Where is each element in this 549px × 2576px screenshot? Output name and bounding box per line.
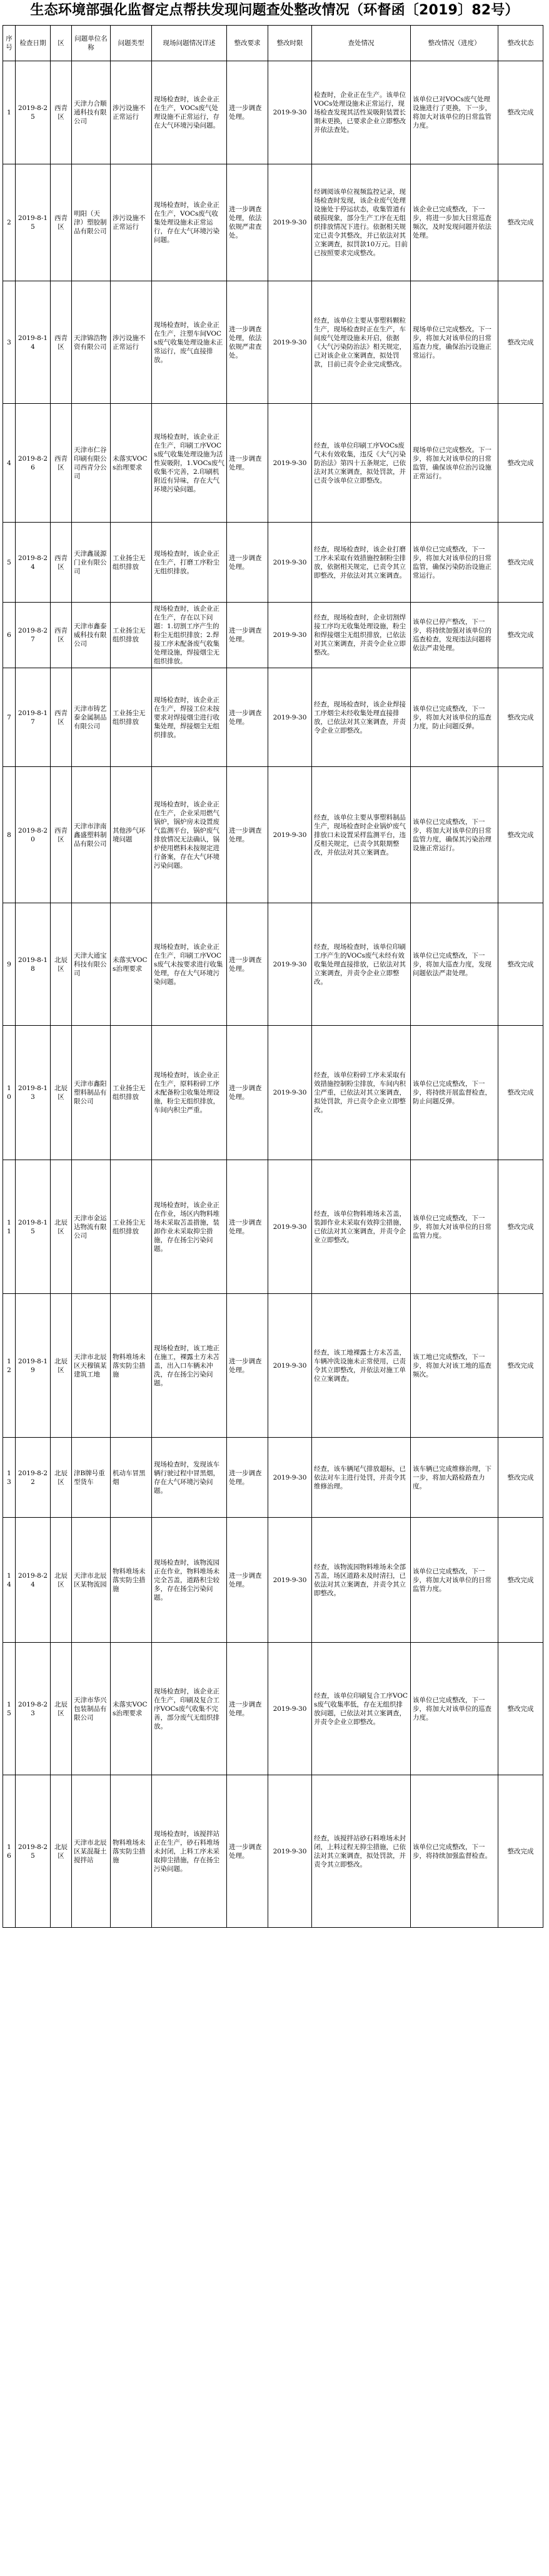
- cell-row-number: 1: [3, 61, 16, 164]
- cell-rectify-requirement: 进一步调查处理。: [227, 1775, 268, 1928]
- cell-rectify-progress: 该单位已完成整改，下一步，将加大对该单位的日常监管力度。: [411, 1518, 498, 1643]
- cell-rectify-progress: 该单位已完成整改，下一步，将加大对该单位的日常监管力度。: [411, 1160, 498, 1294]
- cell-handling-status: 经查，该单位印刷复合工序VOCs废气收集率低，存在无组织排放问题，已依法对其立案调查，并责令企业立即整改。: [312, 1643, 411, 1775]
- cell-row-number: 5: [3, 523, 16, 603]
- cell-rectify-deadline: 2019-9-30: [268, 523, 312, 603]
- cell-problem-type: 工业扬尘无组织排放: [111, 668, 152, 767]
- cell-company-name: 天津市鑫泰威科技有限公司: [72, 603, 111, 668]
- cell-problem-detail: 现场检查时，该企业正在作业，场区内物料堆场未采取苫盖措施，装卸作业未采取抑尘措施，存在扬尘污染问题。: [152, 1160, 227, 1294]
- cell-district: 西青区: [51, 523, 72, 603]
- cell-handling-status: 经查，现场检查时，该企业打磨工序未采取有效措施控制粉尘排放，依据相关规定，已责令其立即整改，并依法对其立案调查。: [312, 523, 411, 603]
- cell-company-name: 天津鑫晟源门业有限公司: [72, 523, 111, 603]
- cell-rectify-requirement: 进一步调查处理。: [227, 767, 268, 903]
- cell-company-name: 天津市北辰区天穆镇某建筑工地: [72, 1294, 111, 1438]
- cell-row-number: 9: [3, 903, 16, 1026]
- header-cell-progress: 整改情况（进度）: [411, 26, 498, 61]
- header-cell-type: 问题类型: [111, 26, 152, 61]
- table-row: [3, 164, 543, 281]
- table-row: [3, 903, 543, 1026]
- cell-rectify-status: 整改完成: [498, 61, 543, 164]
- cell-rectify-deadline: 2019-9-30: [268, 1160, 312, 1294]
- cell-check-date: 2019-8-17: [16, 668, 51, 767]
- cell-handling-status: 经查，该搅拌站砂石料堆场未封闭，上料过程无抑尘措施，已依法对其立案调查，拟处罚款，并责令其立即整改。: [312, 1775, 411, 1928]
- header-cell-detail: 现场问题情况详述: [152, 26, 227, 61]
- cell-problem-type: 机动车冒黑烟: [111, 1438, 152, 1518]
- document-title: 生态环境部强化监督定点帮扶发现问题查处整改情况（环督函〔2019〕82号）: [30, 3, 519, 18]
- cell-check-date: 2019-8-20: [16, 767, 51, 903]
- cell-company-name: 天津市铸艺泰金属制品有限公司: [72, 668, 111, 767]
- cell-rectify-requirement: 进一步调查处理。: [227, 1160, 268, 1294]
- cell-problem-detail: 现场检查时，该工地正在施工，裸露土方未苫盖，出入口车辆未冲洗，存在扬尘污染问题。: [152, 1294, 227, 1438]
- cell-rectify-progress: 该单位已完成整改，下一步，将持续开展监督检查，防止问题反弹。: [411, 1026, 498, 1160]
- cell-handling-status: 经查，该单位主要从事塑料颗粒生产，现场检查时正在生产，车间废气处理设施未开启，依据《大气污染防治法》相关规定，已对该企业立案调查，拟处罚款，目前已责令企业完成整改。: [312, 281, 411, 404]
- header-cell-status: 整改状态: [498, 26, 543, 61]
- table-header: [3, 26, 543, 61]
- cell-rectify-requirement: 进一步调查处理。: [227, 1643, 268, 1775]
- cell-rectify-requirement: 进一步调查处理。: [227, 903, 268, 1026]
- cell-check-date: 2019-8-18: [16, 903, 51, 1026]
- cell-rectify-deadline: 2019-9-30: [268, 1026, 312, 1160]
- table-row: [3, 1160, 543, 1294]
- cell-company-name: 天津市仁谷印刷有限公司西青分公司: [72, 404, 111, 523]
- cell-problem-type: 工业扬尘无组织排放: [111, 1026, 152, 1160]
- cell-rectify-status: 整改完成: [498, 1160, 543, 1294]
- cell-rectify-requirement: 进一步调查处理，依法依规严肃查处。: [227, 281, 268, 404]
- cell-problem-type: 物料堆场未落实防尘措施: [111, 1518, 152, 1643]
- cell-district: 北辰区: [51, 1518, 72, 1643]
- header-cell-district: 区: [51, 26, 72, 61]
- cell-rectify-requirement: 进一步调查处理。: [227, 61, 268, 164]
- cell-district: 北辰区: [51, 903, 72, 1026]
- cell-check-date: 2019-8-24: [16, 523, 51, 603]
- cell-district: 西青区: [51, 61, 72, 164]
- table-row: [3, 1026, 543, 1160]
- cell-rectify-progress: 该单位已完成整改，下一步，将加大巡查力度，发现问题依法严肃处理。: [411, 903, 498, 1026]
- cell-problem-detail: 现场检查时，该企业正在生产，注塑车间VOCs废气收集处理设施未正常运行，废气直接排放。: [152, 281, 227, 404]
- cell-problem-type: 未落实VOCs治理要求: [111, 1643, 152, 1775]
- cell-check-date: 2019-8-13: [16, 1026, 51, 1160]
- cell-district: 北辰区: [51, 1775, 72, 1928]
- cell-problem-type: 工业扬尘无组织排放: [111, 523, 152, 603]
- table-row: [3, 404, 543, 523]
- cell-company-name: 明阳（天津）塑胶制品有限公司: [72, 164, 111, 281]
- table-row: [3, 1775, 543, 1928]
- cell-rectify-status: 整改完成: [498, 1518, 543, 1643]
- cell-rectify-progress: 该单位已停产整改，下一步，将持续加强对该单位的巡查检查，发现违法问题将依法严肃处理。: [411, 603, 498, 668]
- cell-rectify-status: 整改完成: [498, 1775, 543, 1928]
- cell-check-date: 2019-8-22: [16, 1438, 51, 1518]
- header-cell-handling: 查处情况: [312, 26, 411, 61]
- cell-check-date: 2019-8-25: [16, 61, 51, 164]
- cell-rectify-requirement: 进一步调查处理。: [227, 1518, 268, 1643]
- cell-rectify-deadline: 2019-9-30: [268, 61, 312, 164]
- cell-company-name: 天津市华兴包装制品有限公司: [72, 1643, 111, 1775]
- cell-problem-detail: 现场检查时，该企业正在生产，印刷工序VOCs废气未按要求进行收集处理，存在大气环境污染问题。: [152, 903, 227, 1026]
- table-body: [3, 61, 543, 1928]
- cell-rectify-deadline: 2019-9-30: [268, 164, 312, 281]
- cell-company-name: 天津力合顺通科技有限公司: [72, 61, 111, 164]
- cell-company-name: 天津市北辰区某物流园: [72, 1518, 111, 1643]
- cell-district: 西青区: [51, 164, 72, 281]
- cell-handling-status: 经查，该车辆尾气排放超标，已依法对车主进行处罚，并责令其维修治理。: [312, 1438, 411, 1518]
- cell-check-date: 2019-8-15: [16, 1160, 51, 1294]
- cell-problem-type: 涉污设施不正常运行: [111, 61, 152, 164]
- cell-rectify-deadline: 2019-9-30: [268, 1438, 312, 1518]
- cell-district: 北辰区: [51, 1643, 72, 1775]
- cell-rectify-progress: 该工地已完成整改，下一步，将加大对该工地的巡查频次。: [411, 1294, 498, 1438]
- cell-rectify-progress: 现场单位已完成整改。下一步，将加大对该单位的日常监管，确保该单位治污设施正常运行。: [411, 404, 498, 523]
- cell-rectify-progress: 现场单位已完成整改。下一步，将加大对该单位的日常巡查力度，确保治污设施正常运行。: [411, 281, 498, 404]
- cell-handling-status: 经查，该单位印刷工序VOCs废气未有效收集，违反《大气污染防治法》第四十五条规定，已依法对其立案调查，拟处罚款，并已责令该单位立即整改。: [312, 404, 411, 523]
- cell-district: 北辰区: [51, 1294, 72, 1438]
- cell-rectify-progress: 该企业已完成整改，下一步，将进一步加大日常巡查频次，及时发现问题并依法处理。: [411, 164, 498, 281]
- cell-check-date: 2019-8-27: [16, 603, 51, 668]
- cell-district: 北辰区: [51, 1026, 72, 1160]
- cell-handling-status: 经查，该工地裸露土方未苫盖，车辆冲洗设施未正常使用，已责令其立即整改，并依法对施工单位立案调查。: [312, 1294, 411, 1438]
- cell-row-number: 10: [3, 1026, 16, 1160]
- cell-rectify-requirement: 进一步调查处理。: [227, 603, 268, 668]
- cell-handling-status: 经查，现场检查时，该单位印刷工序产生的VOCs废气未经有效收集处理直接排放，已依法对其立案调查，并责令企业立即整改。: [312, 903, 411, 1026]
- cell-handling-status: 经查，该单位物料堆场未苫盖，装卸作业未采取有效抑尘措施，已依法对其立案调查，并责令企业立即整改。: [312, 1160, 411, 1294]
- header-cell-date: 检查日期: [16, 26, 51, 61]
- cell-problem-type: 工业扬尘无组织排放: [111, 603, 152, 668]
- cell-problem-detail: 现场检查时，该企业正在生产，企业采用燃气锅炉，锅炉房未设置废气监测平台，锅炉废气排放情况无法确认，锅炉使用燃料未按规定进行备案，存在大气环境污染问题。: [152, 767, 227, 903]
- cell-rectify-status: 整改完成: [498, 1294, 543, 1438]
- header-cell-requirement: 整改要求: [227, 26, 268, 61]
- cell-rectify-status: 整改完成: [498, 1643, 543, 1775]
- cell-row-number: 14: [3, 1518, 16, 1643]
- cell-row-number: 8: [3, 767, 16, 903]
- header-row: [3, 26, 543, 61]
- cell-company-name: 天津市金运达物流有限公司: [72, 1160, 111, 1294]
- cell-handling-status: 经查，该物流园物料堆场未全部苫盖，场区道路未及时清扫，已依法对其立案调查，并责令其立即整改。: [312, 1518, 411, 1643]
- cell-company-name: 天津市津南鑫盛塑料制品有限公司: [72, 767, 111, 903]
- cell-district: 北辰区: [51, 1438, 72, 1518]
- cell-rectify-deadline: 2019-9-30: [268, 1294, 312, 1438]
- cell-rectify-deadline: 2019-9-30: [268, 404, 312, 523]
- cell-row-number: 4: [3, 404, 16, 523]
- header-cell-company: 问题单位名称: [72, 26, 111, 61]
- cell-handling-status: 经查，现场检查时，企业切割焊接工序均无收集处理设施，粉尘和焊接烟尘无组织排放，已依法对其立案调查，并责令企业立即整改。: [312, 603, 411, 668]
- cell-problem-type: 物料堆场未落实防尘措施: [111, 1775, 152, 1928]
- cell-district: 西青区: [51, 668, 72, 767]
- cell-rectify-status: 整改完成: [498, 903, 543, 1026]
- cell-district: 西青区: [51, 404, 72, 523]
- cell-rectify-status: 整改完成: [498, 668, 543, 767]
- cell-rectify-progress: 该单位已对VOCs废气处理设施进行了更换，下一步，将加大对该单位的日常监管力度。: [411, 61, 498, 164]
- cell-handling-status: 检查时，企业正在生产。该单位VOCs处理设施未正常运行，现场检查发现其活性炭吸附装置长期未更换，已要求企业立即整改并依法查处。: [312, 61, 411, 164]
- cell-rectify-status: 整改完成: [498, 404, 543, 523]
- cell-rectify-progress: 该车辆已完成维修治理，下一步，将加大路检路查力度。: [411, 1438, 498, 1518]
- cell-rectify-progress: 该单位已完成整改，下一步，将加大对该单位的巡查力度，防止问题反弹。: [411, 668, 498, 767]
- table-row: [3, 1643, 543, 1775]
- cell-rectify-deadline: 2019-9-30: [268, 767, 312, 903]
- table-row: [3, 61, 543, 164]
- cell-rectify-deadline: 2019-9-30: [268, 1643, 312, 1775]
- cell-rectify-deadline: 2019-9-30: [268, 603, 312, 668]
- cell-district: 西青区: [51, 603, 72, 668]
- cell-row-number: 6: [3, 603, 16, 668]
- header-cell-deadline: 整改时限: [268, 26, 312, 61]
- cell-rectify-requirement: 进一步调查处理。: [227, 1438, 268, 1518]
- cell-problem-detail: 现场检查时，发现该车辆行驶过程中冒黑烟，存在大气环境污染问题。: [152, 1438, 227, 1518]
- cell-problem-detail: 现场检查时，该物流园正在作业，物料堆场未完全苫盖，道路积尘较多，存在扬尘污染问题。: [152, 1518, 227, 1643]
- cell-handling-status: 经查，该单位主要从事塑料制品生产，现场检查时企业锅炉废气排放口未设置采样监测平台，违反相关规定，已责令其限期整改，并依法对其立案调查。: [312, 767, 411, 903]
- cell-handling-status: 经查，现场检查时，该企业焊接工序烟尘未经收集处理直接排放，已依法对其立案调查，并责令企业立即整改。: [312, 668, 411, 767]
- cell-problem-type: 涉污设施不正常运行: [111, 164, 152, 281]
- cell-check-date: 2019-8-26: [16, 404, 51, 523]
- cell-row-number: 13: [3, 1438, 16, 1518]
- cell-rectify-status: 整改完成: [498, 767, 543, 903]
- cell-problem-detail: 现场检查时，该企业正在生产，印刷工序VOCs废气收集处理设施为活性炭吸附，1.VOCs废气收集不完善，2.印刷机附近有异味，存在大气环境污染问题。: [152, 404, 227, 523]
- cell-rectify-requirement: 进一步调查处理，依法依规严肃查处。: [227, 164, 268, 281]
- cell-rectify-requirement: 进一步调查处理。: [227, 523, 268, 603]
- cell-district: 北辰区: [51, 1160, 72, 1294]
- cell-rectify-deadline: 2019-9-30: [268, 903, 312, 1026]
- cell-company-name: 天津市鑫阳塑料制品有限公司: [72, 1026, 111, 1160]
- cell-rectify-status: 整改完成: [498, 1438, 543, 1518]
- cell-check-date: 2019-8-19: [16, 1294, 51, 1438]
- cell-problem-type: 涉污设施不正常运行: [111, 281, 152, 404]
- cell-problem-detail: 现场检查时，该企业正在生产，印刷及复合工序VOCs废气收集不完善，部分废气无组织排放。: [152, 1643, 227, 1775]
- table-row: [3, 1438, 543, 1518]
- cell-rectify-status: 整改完成: [498, 1026, 543, 1160]
- cell-rectify-progress: 该单位已完成整改，下一步，将加大对该单位的巡查力度。: [411, 1643, 498, 1775]
- cell-row-number: 15: [3, 1643, 16, 1775]
- cell-district: 西青区: [51, 281, 72, 404]
- cell-problem-type: 物料堆场未落实防尘措施: [111, 1294, 152, 1438]
- cell-company-name: 津B牌号重型货车: [72, 1438, 111, 1518]
- cell-handling-status: 经调阅该单位视频监控记录，现场检查时发现，该企业废气处理设施处于停运状态，收集管道有破损现象，部分生产工序在无组织排放情况下进行。依据相关规定已责令其整改，并已依法对其立案调查，拟罚款10万元。目前已按照要求完成整改。: [312, 164, 411, 281]
- cell-check-date: 2019-8-25: [16, 1775, 51, 1928]
- cell-rectify-progress: 该单位已完成整改，下一步，将持续加强监督检查。: [411, 1775, 498, 1928]
- cell-company-name: 天津市北辰区某混凝土搅拌站: [72, 1775, 111, 1928]
- cell-problem-detail: 现场检查时，该企业正在生产，VOCs废气收集处理设施未正常运行，存在大气环境污染问题。: [152, 164, 227, 281]
- table-row: [3, 281, 543, 404]
- cell-check-date: 2019-8-15: [16, 164, 51, 281]
- cell-row-number: 2: [3, 164, 16, 281]
- cell-row-number: 7: [3, 668, 16, 767]
- cell-rectify-status: 整改完成: [498, 523, 543, 603]
- cell-rectify-status: 整改完成: [498, 281, 543, 404]
- cell-rectify-requirement: 进一步调查处理。: [227, 404, 268, 523]
- cell-check-date: 2019-8-23: [16, 1643, 51, 1775]
- cell-problem-detail: 现场检查时，该企业正在生产，存在以下问题：1.切割工序产生的粉尘无组织排放；2.焊接工序未配备废气收集处理设施，焊接烟尘无组织排放。: [152, 603, 227, 668]
- cell-problem-detail: 现场检查时，该企业正在生产，打磨工序粉尘无组织排放。: [152, 523, 227, 603]
- table-row: [3, 523, 543, 603]
- cell-company-name: 天津大通宝科技有限公司: [72, 903, 111, 1026]
- table-row: [3, 767, 543, 903]
- cell-rectify-deadline: 2019-9-30: [268, 281, 312, 404]
- cell-problem-detail: 现场检查时，该企业正在生产，原料粉碎工序未配备粉尘收集处理设施，粉尘无组织排放，车间内积尘严重。: [152, 1026, 227, 1160]
- cell-rectify-requirement: 进一步调查处理。: [227, 1026, 268, 1160]
- cell-problem-type: 其他涉气环境问题: [111, 767, 152, 903]
- issues-table: [3, 25, 543, 1928]
- cell-problem-type: 工业扬尘无组织排放: [111, 1160, 152, 1294]
- header-cell-no: 序号: [3, 26, 16, 61]
- cell-rectify-progress: 该单位已完成整改，下一步，将加大对该单位的日常监管，确保污染防治设施正常运行。: [411, 523, 498, 603]
- cell-company-name: 天津锦浩物资有限公司: [72, 281, 111, 404]
- cell-row-number: 16: [3, 1775, 16, 1928]
- cell-rectify-requirement: 进一步调查处理。: [227, 668, 268, 767]
- cell-row-number: 11: [3, 1160, 16, 1294]
- table-row: [3, 668, 543, 767]
- cell-rectify-progress: 该单位已完成整改，下一步，将加大对该单位的日常监管力度，确保其污染治理设施正常运行。: [411, 767, 498, 903]
- cell-problem-type: 未落实VOCs治理要求: [111, 903, 152, 1026]
- table-row: [3, 1294, 543, 1438]
- cell-check-date: 2019-8-14: [16, 281, 51, 404]
- cell-problem-detail: 现场检查时，该企业正在生产，VOCs废气处理设施不正常运行，存在大气环境污染问题。: [152, 61, 227, 164]
- table-row: [3, 1518, 543, 1643]
- cell-rectify-deadline: 2019-9-30: [268, 668, 312, 767]
- cell-district: 西青区: [51, 767, 72, 903]
- cell-row-number: 3: [3, 281, 16, 404]
- table-row: [3, 603, 543, 668]
- cell-rectify-requirement: 进一步调查处理。: [227, 1294, 268, 1438]
- cell-rectify-status: 整改完成: [498, 603, 543, 668]
- cell-problem-detail: 现场检查时，该搅拌站正在生产，砂石料堆场未封闭，上料工序未采取抑尘措施，存在扬尘污染问题。: [152, 1775, 227, 1928]
- cell-problem-detail: 现场检查时，该企业正在生产，焊接工位未按要求对焊接烟尘进行收集处理，焊接烟尘无组织排放。: [152, 668, 227, 767]
- cell-check-date: 2019-8-24: [16, 1518, 51, 1643]
- cell-handling-status: 经查，该单位粉碎工序未采取有效措施控制粉尘排放，车间内积尘严重，已依法对其立案调查，拟处罚款，并已责令企业立即整改。: [312, 1026, 411, 1160]
- cell-rectify-deadline: 2019-9-30: [268, 1775, 312, 1928]
- cell-row-number: 12: [3, 1294, 16, 1438]
- cell-rectify-deadline: 2019-9-30: [268, 1518, 312, 1643]
- cell-rectify-status: 整改完成: [498, 164, 543, 281]
- cell-problem-type: 未落实VOCs治理要求: [111, 404, 152, 523]
